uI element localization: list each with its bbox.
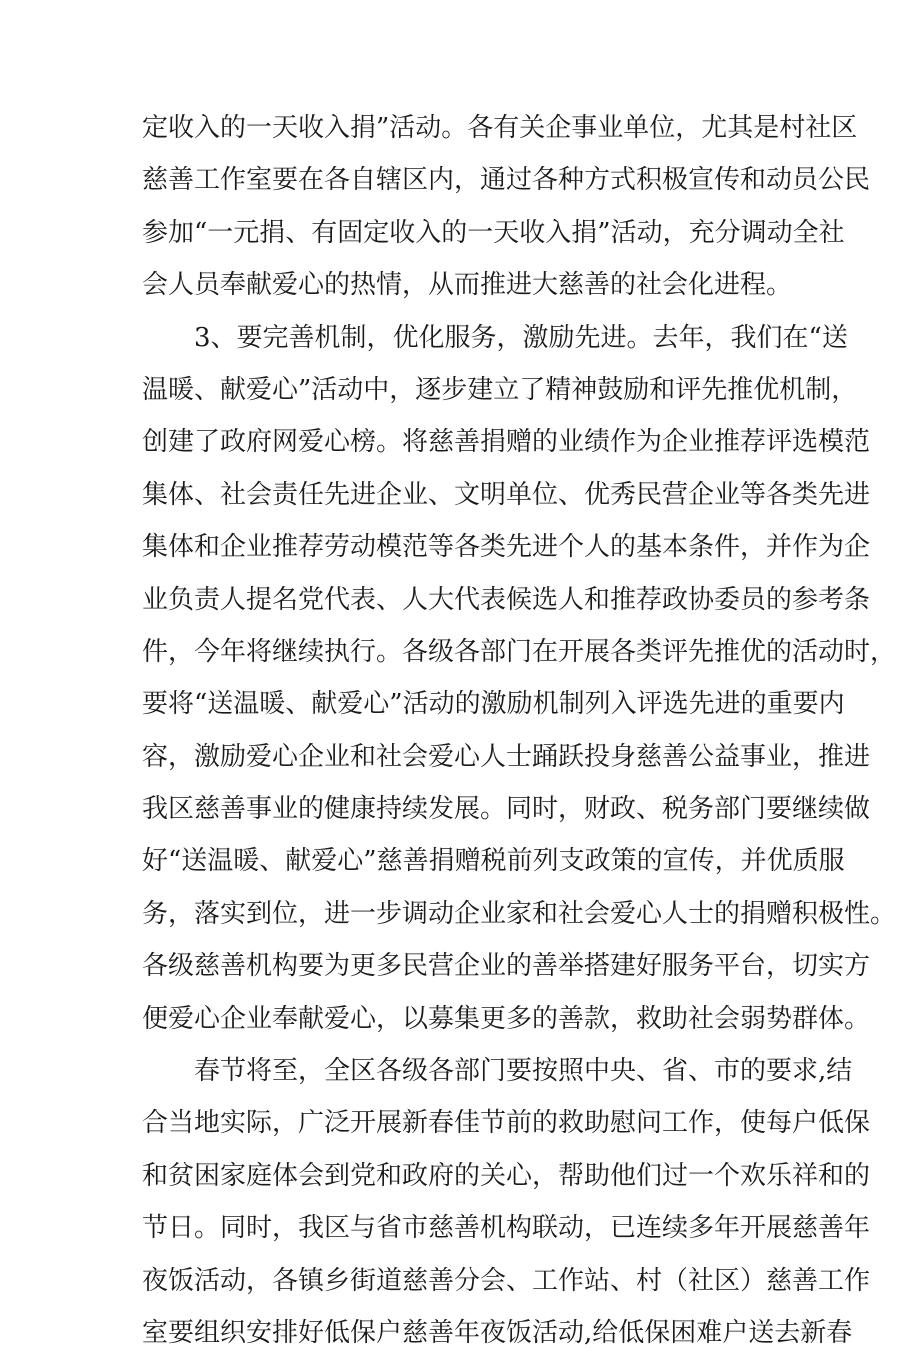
text-line: 合当地实际，广泛开展新春佳节前的救助慰问工作，使每户低保 bbox=[142, 1108, 871, 1139]
text-line: 件，今年将继续执行。各级各部门在开展各类评先推优的活动时， bbox=[142, 636, 897, 667]
text-line: 3、要完善机制，优化服务，激励先进。去年，我们在“送 bbox=[194, 322, 848, 353]
text-line: 创建了政府网爱心榜。将慈善捐赠的业绩作为企业推荐评选模范 bbox=[142, 427, 871, 458]
document-body bbox=[142, 102, 897, 1359]
text-line: 集体和企业推荐劳动模范等各类先进个人的基本条件，并作为企 bbox=[142, 532, 871, 563]
text-line: 业负责人提名党代表、人大代表候选人和推荐政协委员的参考条 bbox=[142, 584, 871, 615]
text-line: 室要组织安排好低保户慈善年夜饭活动,给低保困难户送去新春 bbox=[142, 1317, 853, 1348]
text-line: 和贫困家庭体会到党和政府的关心，帮助他们过一个欢乐祥和的 bbox=[142, 1160, 871, 1191]
text-line: 各级慈善机构要为更多民营企业的善举搭建好服务平台，切实方 bbox=[142, 951, 871, 982]
text-line: 要将“送温暖、献爱心”活动的激励机制列入评选先进的重要内 bbox=[142, 689, 845, 720]
text-line: 我区慈善事业的健康持续发展。同时，财政、税务部门要继续做 bbox=[142, 794, 871, 825]
text-line: 参加“一元捐、有固定收入的一天收入捐”活动，充分调动全社 bbox=[142, 217, 845, 248]
text-line: 定收入的一天收入捐”活动。各有关企事业单位，尤其是村社区 bbox=[142, 113, 858, 143]
text-line: 集体、社会责任先进企业、文明单位、优秀民营企业等各类先进 bbox=[142, 479, 871, 510]
text-line: 节日。同时，我区与省市慈善机构联动，已连续多年开展慈善年 bbox=[142, 1213, 871, 1244]
text-line: 好“送温暖、献爱心”慈善捐赠税前列支政策的宣传，并优质服 bbox=[142, 846, 845, 877]
text-line: 务，落实到位，进一步调动企业家和社会爱心人士的捐赠积极性。 bbox=[142, 898, 897, 929]
text-line: 会人员奉献爱心的热情，从而推进大慈善的社会化进程。 bbox=[142, 270, 793, 301]
text-line: 温暖、献爱心”活动中，逐步建立了精神鼓励和评先推优机制， bbox=[142, 374, 858, 405]
text-line: 慈善工作室要在各自辖区内，通过各种方式积极宣传和动员公民 bbox=[142, 165, 871, 196]
text-line: 容，激励爱心企业和社会爱心人士踊跃投身慈善公益事业，推进 bbox=[142, 741, 871, 772]
text-line: 春节将至，全区各级各部门要按照中央、省、市的要求,结 bbox=[194, 1056, 853, 1087]
text-line: 便爱心企业奉献爱心，以募集更多的善款，救助社会弱势群体。 bbox=[142, 1003, 871, 1034]
text-line: 夜饭活动，各镇乡街道慈善分会、工作站、村（社区）慈善工作 bbox=[142, 1265, 871, 1296]
